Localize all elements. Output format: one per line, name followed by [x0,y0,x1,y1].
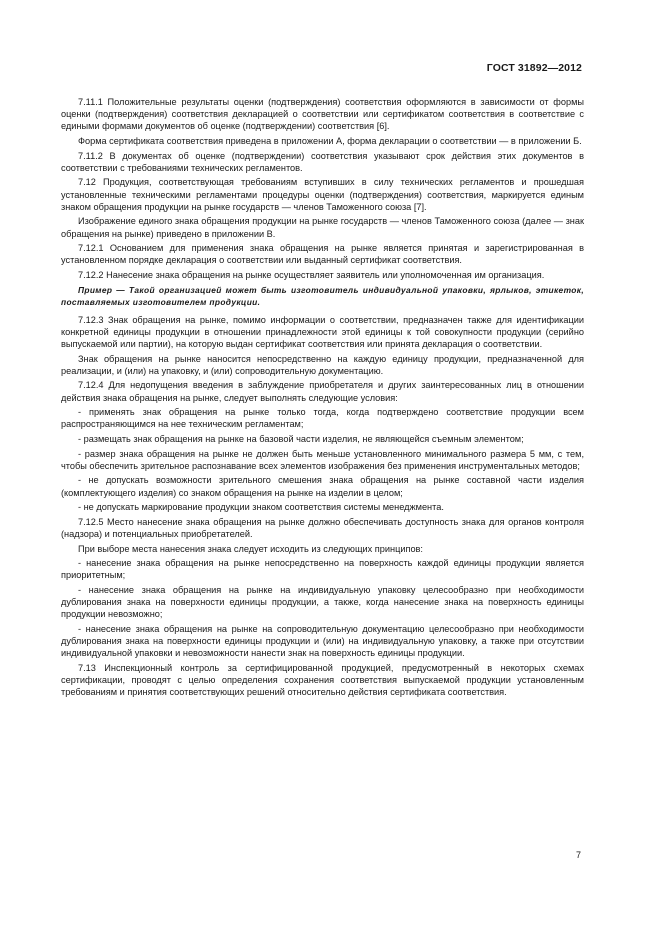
paragraph-7-12-1: 7.12.1 Основанием для применения знака обращения на рынке является принятая и зарегистрированная в установленном порядке декларация о соответствии или выданный сертификат соответствия. [61,243,584,266]
list-item-condition-3: - размер знака обращения на рынке не должен быть меньше установленного минимального размера 5 мм, с тем, чтобы обеспечить зрительное распознавание всех элементов изображения без применения инструментальных методов; [61,448,584,471]
document-standard-id: ГОСТ 31892—2012 [486,62,582,74]
paragraph-7-12-4: 7.12.4 Для недопущения введения в заблуждение приобретателя и других заинтересованных лиц в отношении действия знака обращения на рынке, следует выполнять следующие условия: [61,380,584,403]
document-body [61,96,584,701]
paragraph-mark-image: Изображение единого знака обращения продукции на рынке государств — членов Таможенного союза (далее — знак обращения на рынке) приведено в приложении В. [61,216,584,239]
paragraph-7-12-2: 7.12.2 Нанесение знака обращения на рынке осуществляет заявитель или уполномоченная им организация. [78,269,545,280]
list-item-condition-4: - не допускать возможности зрительного смешения знака обращения на рынке составной части изделия (комплектующего изделия) со знаком обращения на рынке на изделии в целом; [61,475,584,498]
list-item-condition-2: - размещать знак обращения на рынке на базовой части изделия, не являющейся съемным элементом; [78,433,524,444]
list-item-principle-3: - нанесение знака обращения на рынке на сопроводительную документацию целесообразно при необходимости дублирования знака на поверхности единицы продукции и (или) на индивидуальную упаковку, а также при отсутствии индивидуальной упаковки и невозможности нанести знак на поверхность единицы продукции. [61,623,584,659]
paragraph-principles: При выборе места нанесения знака следует исходить из следующих принципов: [78,543,423,554]
paragraph-7-12-5: 7.12.5 Место нанесение знака обращения на рынке должно обеспечивать доступность знака для органов контроля (надзора) и потенциальных приобретателей. [61,516,584,539]
list-item-principle-1: - нанесение знака обращения на рынке непосредственно на поверхность каждой единицы продукции является приоритетным; [61,558,584,581]
paragraph-7-12: 7.12 Продукция, соответствующая требованиям вступивших в силу технических регламентов и прошедшая установленные техническими регламентами процедуры оценки (подтверждения) соответствия, маркируется единым знаком обращения продукции на рынке государств — членов Таможенного союза [7]. [61,177,584,212]
page-number: 7 [575,850,581,860]
example-note: Пример — Такой организацией может быть изготовитель индивидуальной упаковки, ярлыков, этикеток, поставляемых изготовителем продукции. [61,285,584,308]
paragraph-7-11-2: 7.11.2 В документах об оценке (подтверждении) соответствия указывают срок действия этих документов в соответствии с требованиями технических регламентов. [61,150,584,173]
paragraph-certificate-form: Форма сертификата соответствия приведена в приложении А, форма декларации о соответствии — в приложении Б. [78,136,582,146]
list-item-principle-2: - нанесение знака обращения на рынке на индивидуальную упаковку целесообразно при необходимости дублирования знака на поверхности единицы продукции, а также, когда нанесение знака на поверхность единицы продукции невозможно; [61,584,584,620]
paragraph-7-13: 7.13 Инспекционный контроль за сертифицированной продукцией, предусмотренный в некоторых схемах сертификации, проводят с целью определения сохранения соответствия выпускаемой продукции установленным требованиям и принятия соответствующих решений относительно действия сертификата соответствия. [61,662,584,698]
list-item-condition-5: - не допускать маркирование продукции знаком соответствия системы менеджмента. [78,502,444,513]
paragraph-7-12-3: 7.12.3 Знак обращения на рынке, помимо информации о соответствии, предназначен также для идентификации конкретной единицы продукции в отношении принадлежности этой единицы к той совокупности продукции (серийно выпускаемой или партии), на которую выдан сертификат соответствия или принята декларация о соответствии. [61,314,584,349]
paragraph-7-11-1: 7.11.1 Положительные результаты оценки (подтверждения) соответствия оформляются в зависимости от формы оценки (подтверждения) соответствия декларацией о соответствии или сертификатом соответствия в соответствие с едиными формами документов об оценке (подтверждении) соответствия [6]. [61,97,584,132]
paragraph-mark-application: Знак обращения на рынке наносится непосредственно на каждую единицу продукции, предназначенной для реализации, и (или) на упаковку, и (или) сопроводительную документацию. [61,353,584,376]
list-item-condition-1: - применять знак обращения на рынке только тогда, когда подтверждено соответствие продукции всем распространяющимся на нее техническим регламентам; [61,407,584,430]
